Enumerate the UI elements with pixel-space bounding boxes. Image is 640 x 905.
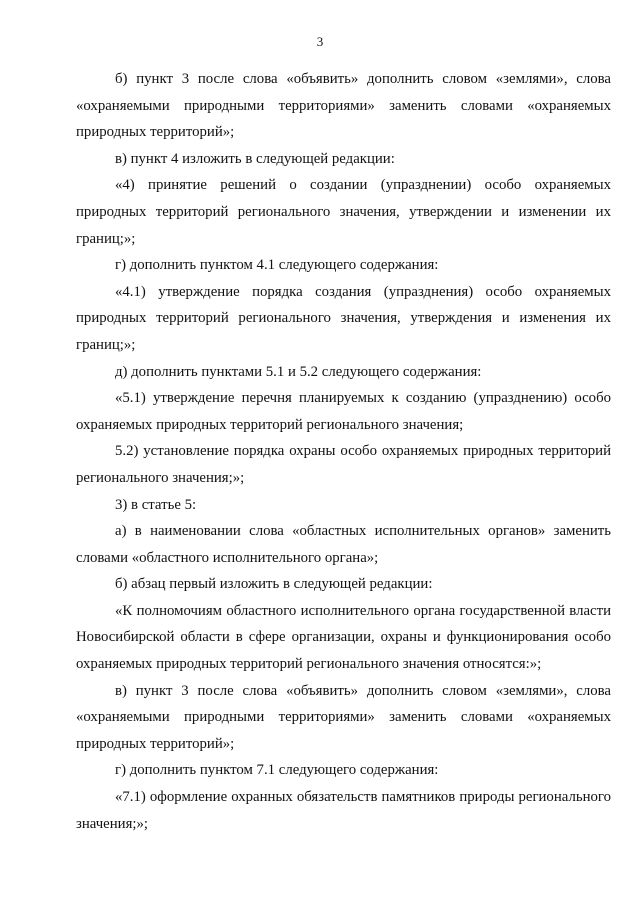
paragraph-11: б) абзац первый изложить в следующей редакции:	[115, 576, 433, 593]
paragraph-10: а) в наименовании слова «областных исполнительных органов» заменить словами «областного исполнительного органа»;	[76, 523, 611, 566]
paragraph-13: в) пункт 3 после слова «объявить» дополнить словом «землями», слова «охраняемыми природными территориями» заменить словами «охраняемых природных территорий»;	[76, 682, 611, 752]
paragraph-7: «5.1) утверждение перечня планируемых к созданию (упразднению) особо охраняемых природных территорий регионального значения;	[76, 390, 611, 433]
paragraph-2: в) пункт 4 изложить в следующей редакции:	[115, 150, 395, 167]
paragraph-14: г) дополнить пунктом 7.1 следующего содержания:	[115, 762, 439, 779]
paragraph-4: г) дополнить пунктом 4.1 следующего содержания:	[115, 257, 439, 274]
paragraph-5: «4.1) утверждение порядка создания (упразднения) особо охраняемых природных территорий регионального значения, утверждения и изменения их границ;»;	[76, 283, 611, 353]
page-number: 3	[316, 34, 324, 49]
paragraph-1: б) пункт 3 после слова «объявить» дополнить словом «землями», слова «охраняемыми природными территориями» заменить словами «охраняемых природных территорий»;	[76, 71, 611, 141]
paragraph-6: д) дополнить пунктами 5.1 и 5.2 следующего содержания:	[115, 363, 482, 380]
document-body	[76, 66, 611, 837]
paragraph-12: «К полномочиям областного исполнительного органа государственной власти Новосибирской области в сфере организации, охраны и функционирования особо охраняемых природных территорий регионального значения относятся:»;	[76, 602, 611, 673]
paragraph-3: «4) принятие решений о создании (упразднении) особо охраняемых природных территорий регионального значения, утверждении и изменении их границ;»;	[76, 177, 611, 247]
paragraph-9: 3) в статье 5:	[115, 496, 197, 513]
paragraph-15: «7.1) оформление охранных обязательств памятников природы регионального значения;»;	[76, 789, 611, 832]
paragraph-8: 5.2) установление порядка охраны особо охраняемых природных территорий регионального значения;»;	[76, 443, 611, 486]
